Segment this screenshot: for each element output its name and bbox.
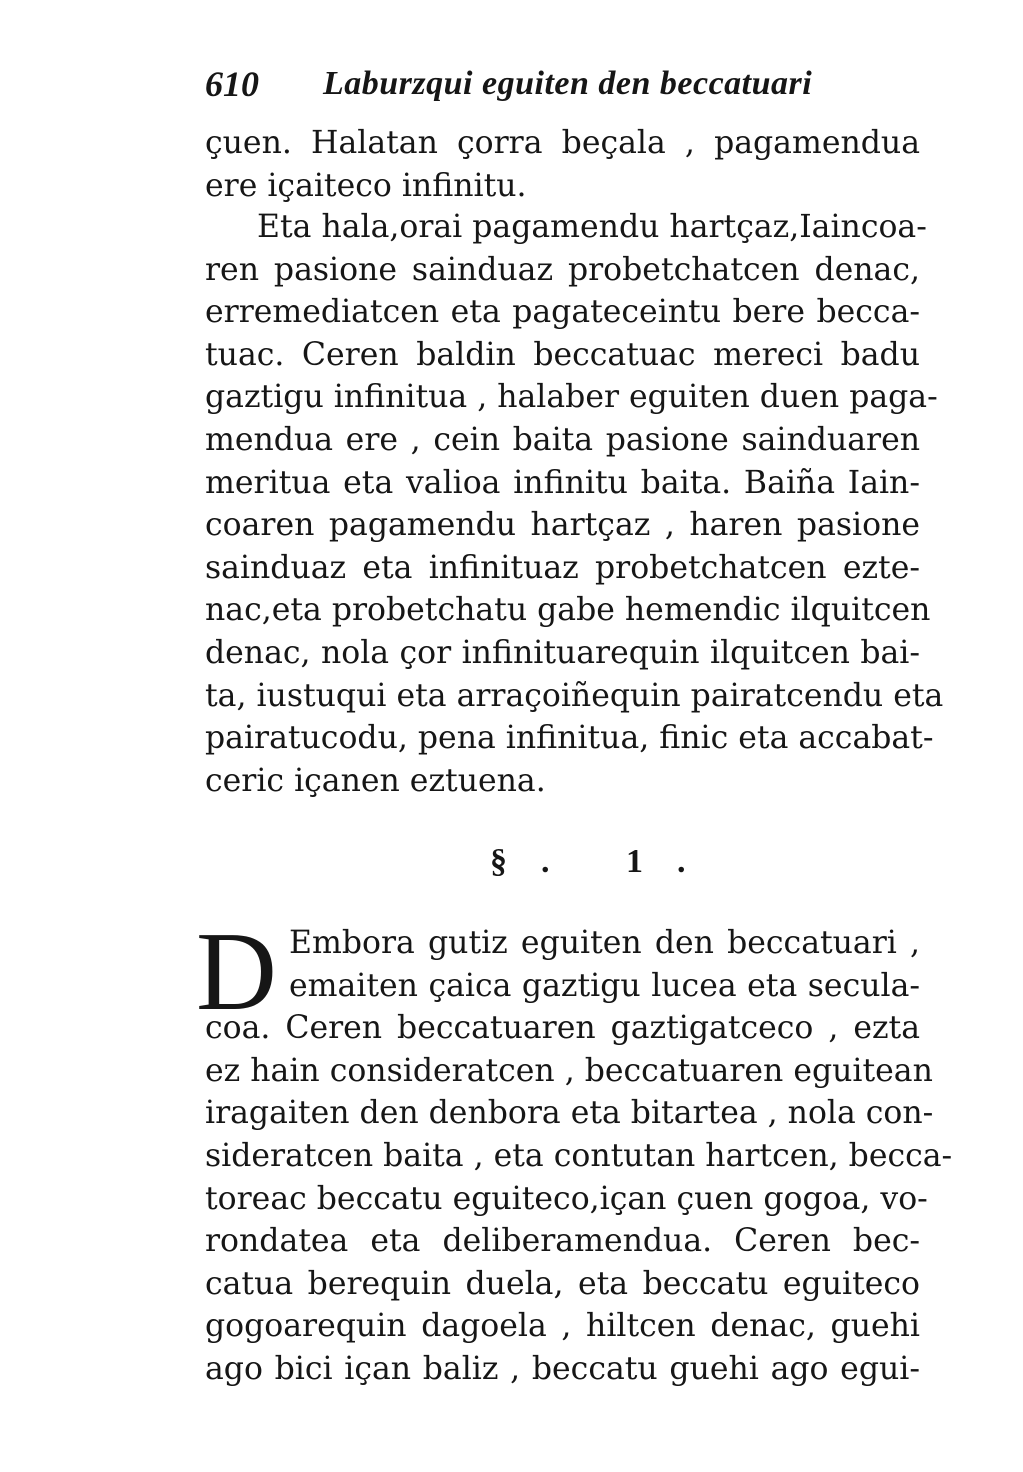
continuation-text: [205, 122, 920, 207]
section-paragraph: [205, 922, 953, 1391]
text-line: ceric içanen eztuena.: [205, 762, 546, 799]
text-line: iragaiten den denbora eta bitartea , nola con-: [205, 1095, 934, 1132]
section-heading: §. 1.: [490, 843, 720, 880]
text-line: tuac. Ceren baldin beccatuac mereci badu: [205, 336, 920, 373]
text-line: emaiten çaica gaztigu lucea eta secula-: [289, 967, 920, 1004]
text-line: sainduaz eta infinituaz probetchatcen ezte-: [205, 549, 920, 586]
text-line: Eta hala,orai pagamendu hartçaz,Iaincoa-: [257, 209, 927, 245]
text-line: coaren pagamendu hartçaz , haren pasione: [205, 507, 920, 544]
text-line: catua berequin duela, eta beccatu eguiteco: [205, 1265, 920, 1302]
main-paragraph: [205, 206, 944, 802]
drop-cap: D: [196, 910, 277, 1034]
running-head: Laburzqui eguiten den beccatuari: [323, 65, 813, 102]
text-line: coa. Ceren beccatuaren gaztigatceco , ezta: [205, 1010, 920, 1047]
text-line: erremediatcen eta pagateceintu bere becca-: [205, 294, 920, 331]
text-line: ren pasione sainduaz probetchatcen denac,: [205, 251, 920, 288]
text-line: meritua eta valioa infinitu baita. Baiña Iain-: [205, 464, 920, 501]
text-line: ta, iustuqui eta arraçoiñequin pairatcendu eta: [205, 677, 944, 714]
page-number: 610: [205, 64, 259, 104]
text-line: toreac beccatu eguiteco,içan çuen gogoa, vo-: [205, 1180, 928, 1217]
text-line: Embora gutiz eguiten den beccatuari ,: [289, 925, 920, 961]
text-line: denac, nola çor infinituarequin ilquitcen bai-: [205, 634, 920, 671]
text-line: ez hain consideratcen , beccatuaren eguitean: [205, 1052, 933, 1089]
text-line: pairatucodu, pena infinitua, finic eta accabat-: [205, 720, 934, 757]
text-line: gaztigu infinitua , halaber eguiten duen paga-: [205, 379, 938, 416]
text-line: gogoarequin dagoela , hiltcen denac, guehi: [205, 1308, 920, 1345]
text-line: ere içaiteco infinitu.: [205, 167, 527, 204]
text-line: ago bici içan baliz , beccatu guehi ago egui-: [205, 1350, 920, 1387]
text-line: çuen. Halatan çorra beçala , pagamendua: [205, 125, 920, 161]
text-line: nac,eta probetchatu gabe hemendic ilquitcen: [205, 592, 931, 629]
text-line: sideratcen baita , eta contutan hartcen, becca-: [205, 1137, 953, 1174]
text-line: mendua ere , cein baita pasione sainduaren: [205, 421, 920, 458]
page-header: [205, 60, 925, 110]
text-line: rondatea eta deliberamendua. Ceren bec-: [205, 1223, 920, 1260]
